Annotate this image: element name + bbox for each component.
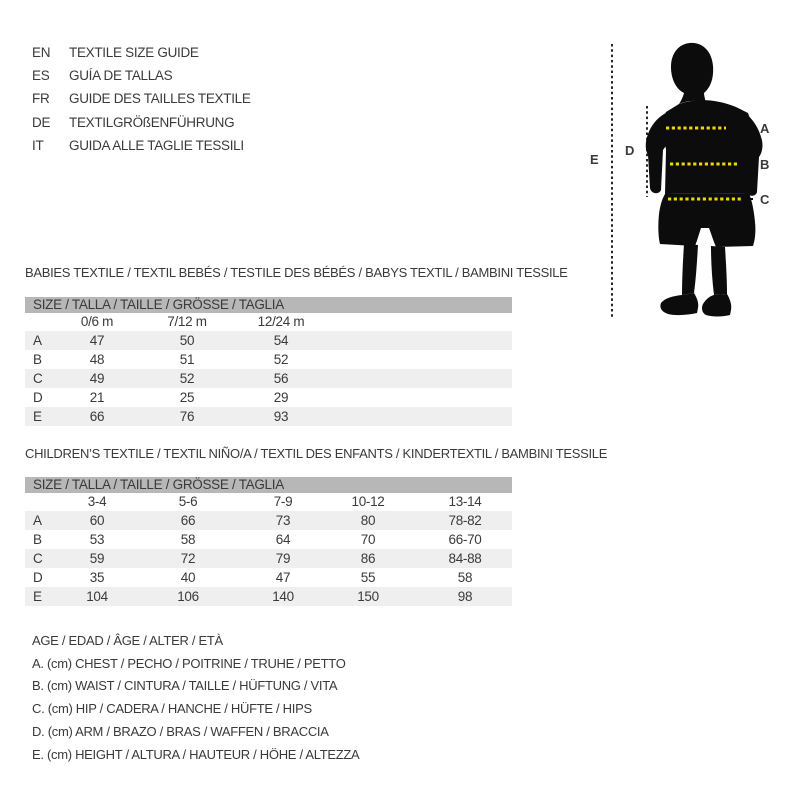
language-row-it [32, 134, 251, 157]
children-size-table [25, 477, 512, 606]
cell: 66 [180, 513, 196, 528]
row-label: A [33, 513, 42, 528]
cell: 80 [360, 513, 376, 528]
language-code: DE [32, 114, 51, 130]
row-label: D [33, 570, 43, 585]
silhouette-right-leg [711, 246, 727, 295]
measure-label-c: C [760, 192, 770, 207]
children-col-13-14: 13-14 [448, 494, 482, 509]
cell: 40 [180, 570, 196, 585]
cell: 72 [180, 551, 196, 566]
cell: 106 [177, 589, 199, 604]
language-row-es [32, 64, 251, 87]
measure-label-d: D [625, 143, 635, 158]
legend-age-line: AGE / EDAD / ÂGE / ALTER / ETÀ [32, 633, 223, 648]
language-code: FR [32, 91, 50, 107]
babies-row-c [25, 369, 512, 388]
row-label: D [33, 390, 43, 405]
cell: 79 [275, 551, 291, 566]
guide-title-en: TEXTILE SIZE GUIDE [69, 45, 199, 60]
measure-label-e: E [590, 152, 599, 167]
children-col-10-12: 10-12 [351, 494, 385, 509]
silhouette-left-shoe [660, 293, 698, 315]
cell: 70 [360, 532, 376, 547]
babies-size-table [25, 297, 512, 426]
cell: 93 [273, 409, 289, 424]
babies-row-a [25, 331, 512, 350]
babies-col-7-12m: 7/12 m [167, 314, 207, 329]
babies-section-title: BABIES TEXTILE / TEXTIL BEBÉS / TESTILE DES BÉBÉS / BABYS TEXTIL / BAMBINI TESSILE [25, 265, 568, 280]
cell: 48 [89, 352, 105, 367]
cell: 49 [89, 371, 105, 386]
cell: 54 [273, 333, 289, 348]
babies-row-b [25, 350, 512, 369]
babies-row-e [25, 407, 512, 426]
babies-row-d [25, 388, 512, 407]
cell: 51 [179, 352, 195, 367]
guide-title-es: GUÍA DE TALLAS [69, 68, 173, 84]
language-code: IT [32, 137, 44, 153]
cell: 47 [275, 570, 291, 585]
legend-arm-line: D. (cm) ARM / BRAZO / BRAS / WAFFEN / BRACCIA [32, 723, 329, 739]
cell: 64 [275, 532, 291, 547]
babies-size-header-bar: SIZE / TALLA / TAILLE / GRÖSSE / TAGLIA [25, 297, 512, 313]
cell: 59 [89, 551, 105, 566]
cell: 53 [89, 532, 105, 547]
silhouette-head [671, 43, 713, 104]
silhouette-shorts [658, 193, 755, 247]
cell: 66-70 [448, 532, 482, 547]
cell: 58 [457, 570, 473, 585]
cell: 50 [179, 333, 195, 348]
cell: 58 [180, 532, 196, 547]
children-column-header-row [25, 493, 512, 511]
silhouette-right-shoe [702, 294, 731, 317]
cell: 52 [273, 352, 289, 367]
babies-col-0-6m: 0/6 m [80, 314, 114, 329]
cell: 47 [89, 333, 105, 348]
language-code: ES [32, 68, 50, 84]
cell: 29 [273, 390, 289, 405]
silhouette-left-leg [682, 244, 698, 295]
language-row-de [32, 111, 251, 134]
cell: 56 [273, 371, 289, 386]
children-section-title: CHILDREN’S TEXTILE / TEXTIL NIÑO/A / TEXTIL DES ENFANTS / KINDERTEXTIL / BAMBINI TESSILE [25, 446, 608, 461]
children-size-header-bar: SIZE / TALLA / TAILLE / GRÖSSE / TAGLIA [25, 477, 512, 493]
cell: 98 [457, 589, 473, 604]
babies-col-12-24m: 12/24 m [257, 314, 305, 329]
cell: 104 [86, 589, 108, 604]
babies-column-header-row [25, 313, 512, 331]
cell: 78-82 [448, 513, 482, 528]
children-row-a [25, 511, 512, 530]
cell: 25 [179, 390, 195, 405]
silhouette-torso [664, 100, 751, 194]
children-row-c [25, 549, 512, 568]
row-label: E [33, 589, 42, 604]
cell: 86 [360, 551, 376, 566]
measure-label-b: B [760, 157, 770, 172]
language-header [32, 41, 251, 157]
children-row-b [25, 530, 512, 549]
row-label: C [33, 371, 43, 386]
row-label: C [33, 551, 43, 566]
cell: 84-88 [448, 551, 482, 566]
cell: 60 [89, 513, 105, 528]
cell: 150 [357, 589, 379, 604]
guide-title-fr: GUIDE DES TAILLES TEXTILE [69, 91, 251, 107]
language-row-fr [32, 87, 251, 110]
cell: 66 [89, 409, 105, 424]
children-col-3-4: 3-4 [87, 494, 107, 509]
row-label: B [33, 352, 42, 367]
legend-height-line: E. (cm) HEIGHT / ALTURA / HAUTEUR / HÖHE / ALTEZZA [32, 746, 360, 762]
legend-hip-line: C. (cm) HIP / CADERA / HANCHE / HÜFTE / HIPS [32, 701, 312, 717]
children-row-e [25, 587, 512, 606]
cell: 52 [179, 371, 195, 386]
language-row-en [32, 41, 251, 64]
row-label: E [33, 409, 42, 424]
cell: 35 [89, 570, 105, 585]
guide-title-de: TEXTILGRÖßENFÜHRUNG [69, 114, 235, 130]
child-silhouette [646, 43, 763, 317]
guide-title-it: GUIDA ALLE TAGLIE TESSILI [69, 137, 244, 153]
legend-waist-line: B. (cm) WAIST / CINTURA / TAILLE / HÜFTUNG / VITA [32, 678, 338, 694]
legend-chest-line: A. (cm) CHEST / PECHO / POITRINE / TRUHE / PETTO [32, 655, 346, 671]
cell: 140 [272, 589, 294, 604]
row-label: A [33, 333, 42, 348]
row-label: B [33, 532, 42, 547]
language-code: EN [32, 45, 51, 60]
children-row-d [25, 568, 512, 587]
children-col-7-9: 7-9 [273, 494, 293, 509]
cell: 76 [179, 409, 195, 424]
measure-label-a: A [760, 121, 770, 136]
child-silhouette-figure [570, 30, 800, 330]
cell: 55 [360, 570, 376, 585]
children-col-5-6: 5-6 [178, 494, 198, 509]
measurement-legend [32, 630, 359, 766]
cell: 73 [275, 513, 291, 528]
cell: 21 [89, 390, 105, 405]
